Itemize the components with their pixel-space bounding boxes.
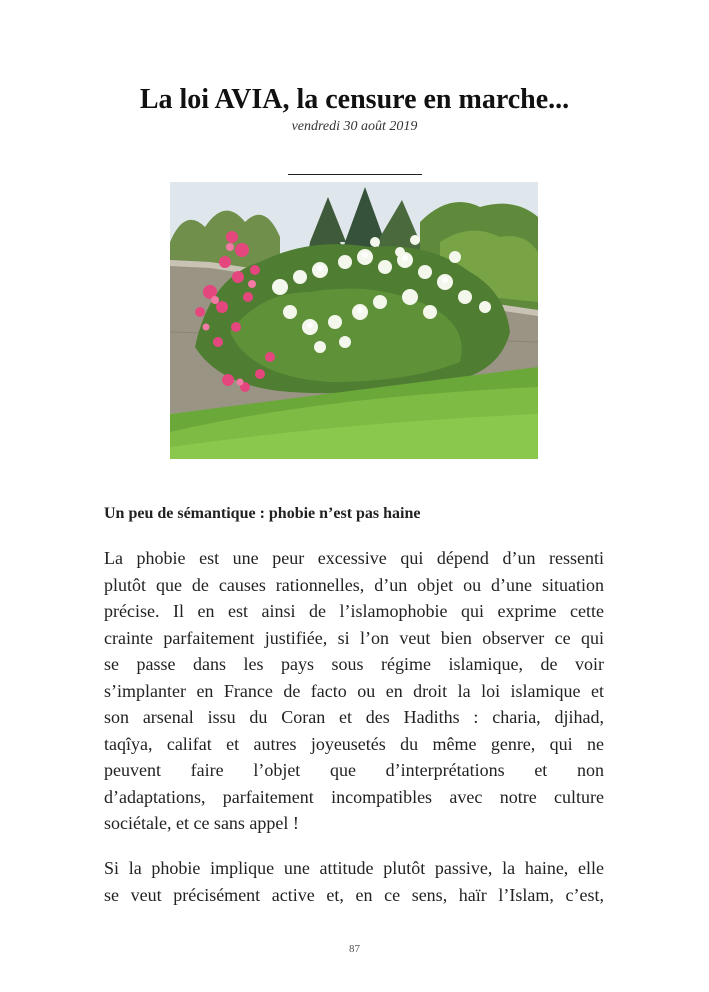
- paragraph-1: [104, 545, 604, 837]
- garden-roses-photo: [170, 182, 538, 459]
- paragraph-line: taqîya, califat et autres joyeusetés du même genre, qui ne: [104, 733, 604, 754]
- paragraph-line: d’adaptations, parfaitement incompatibles avec notre culture: [104, 786, 604, 807]
- paragraph-line: sociétale, et ce sans appel !: [104, 813, 299, 833]
- paragraph-line: plutôt que de causes rationnelles, d’un objet ou d’une situation: [104, 574, 604, 595]
- article-title: La loi AVIA, la censure en marche...: [139, 84, 570, 115]
- paragraph-line: La phobie est une peur excessive qui dépend d’un ressenti: [104, 548, 604, 568]
- paragraph-line: peuvent faire l’objet que d’interprétations et non: [104, 760, 604, 780]
- paragraph-line: Si la phobie implique une attitude plutôt passive, la haine, elle: [104, 858, 604, 878]
- section-heading: Un peu de sémantique : phobie n’est pas haine: [104, 505, 421, 522]
- paragraph-line: s’implanter en France de facto ou en droit la loi islamique et: [104, 680, 604, 701]
- paragraph-line: crainte parfaitement justifiée, si l’on veut bien observer ce qui: [104, 627, 604, 648]
- paragraph-line: se veut précisément active et, en ce sens, haïr l’Islam, c’est,: [104, 884, 604, 905]
- paragraph-line: se passe dans les pays sous régime islamique, de voir: [104, 654, 604, 674]
- title-divider: [288, 174, 422, 175]
- paragraph-line: précise. Il en est ainsi de l’islamophobie qui exprime cette: [104, 601, 604, 621]
- paragraph-2: [104, 855, 604, 908]
- paragraph-line: son arsenal issu du Coran et des Hadiths : charia, djihad,: [104, 707, 604, 727]
- page-number: 87: [349, 943, 360, 955]
- article-date: vendredi 30 août 2019: [291, 119, 418, 134]
